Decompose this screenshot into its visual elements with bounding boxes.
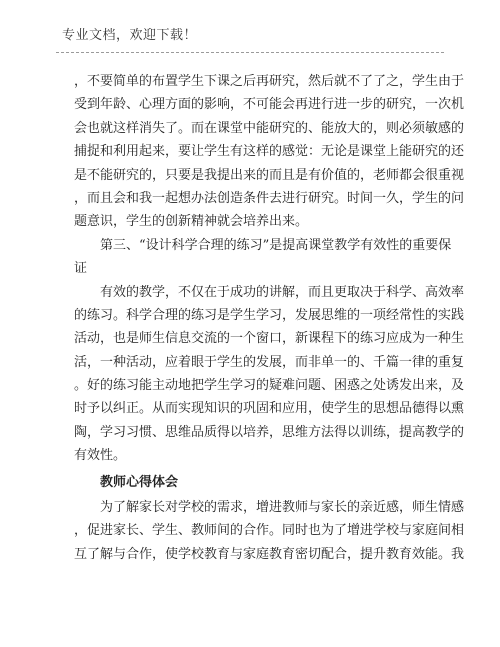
paragraph-line: ，促进家长、学生、教师间的合作。同时也为了增进学校与家庭间相 — [74, 523, 465, 539]
paragraph-line: 受到年龄、心理方面的影响，不可能会再进行进一步的研究，一次机 — [74, 97, 465, 113]
paragraph-line: ，不要简单的布置学生下课之后再研究，然后就不了了之，学生由于 — [74, 74, 465, 89]
paragraph-line: 有效的教学，不仅在于成功的讲解，而且更取决于科学、高效率 — [100, 284, 465, 300]
paragraph-line: 陶，学习习惯、思维品质得以培养，思维方法得以训练，提高教学的 — [74, 424, 465, 440]
paragraph-line: 会也就这样消失了。而在课堂中能研究的、能放大的，则必须敏感的 — [74, 120, 465, 136]
paragraph-line: 是不能研究的，只要是我提出来的而且是有价值的，老师都会很重视 — [74, 167, 465, 183]
paragraph-line: 捕捉和利用起来，要让学生有这样的感觉：无论是课堂上能研究的还 — [74, 144, 465, 160]
heading-line: 第三、“设计科学合理的练习”是提高课堂教学有效性的重要保 — [100, 237, 452, 253]
paragraph-line: 为了解家长对学校的需求，增进教师与家长的亲近感，师生情感 — [100, 500, 465, 516]
paragraph-line: ，而且会和我一起想办法创造条件去进行研究。时间一久，学生的问 — [74, 190, 465, 206]
paragraph-line: 题意识，学生的创新精神就会培养出来。 — [74, 214, 309, 230]
paragraph-line: 时予以纠正。从而实现知识的巩固和应用，使学生的思想品德得以熏 — [74, 401, 465, 417]
paragraph-line: 有效性。 — [74, 448, 127, 464]
page-header-text: 专业文档，欢迎下载！ — [62, 28, 198, 43]
paragraph-line: 活动，也是师生信息交流的一个窗口，新课程下的练习应成为一种生 — [74, 331, 465, 347]
paragraph-line: 的练习。科学合理的练习是学生学习，发展思维的一项经常性的实践 — [74, 307, 465, 323]
paragraph-3 — [74, 496, 465, 566]
header-divider — [56, 52, 444, 53]
paragraph-1 — [74, 70, 465, 234]
paragraph-line: 互了解与合作，使学校教育与家庭教育密切配合，提升教育效能。我 — [74, 546, 465, 562]
section-heading-3 — [74, 234, 452, 281]
heading-line: 证 — [74, 261, 88, 277]
paragraph-line: 。好的练习能主动地把学生学习的疑难问题、困惑之处诱发出来，及 — [74, 378, 465, 394]
paragraph-line: 活，一种活动，应着眼于学生的发展，而非单一的、千篇一律的重复 — [74, 354, 465, 370]
section-title: 教师心得体会 — [100, 474, 179, 490]
paragraph-2 — [74, 281, 465, 468]
document-body — [74, 70, 465, 566]
